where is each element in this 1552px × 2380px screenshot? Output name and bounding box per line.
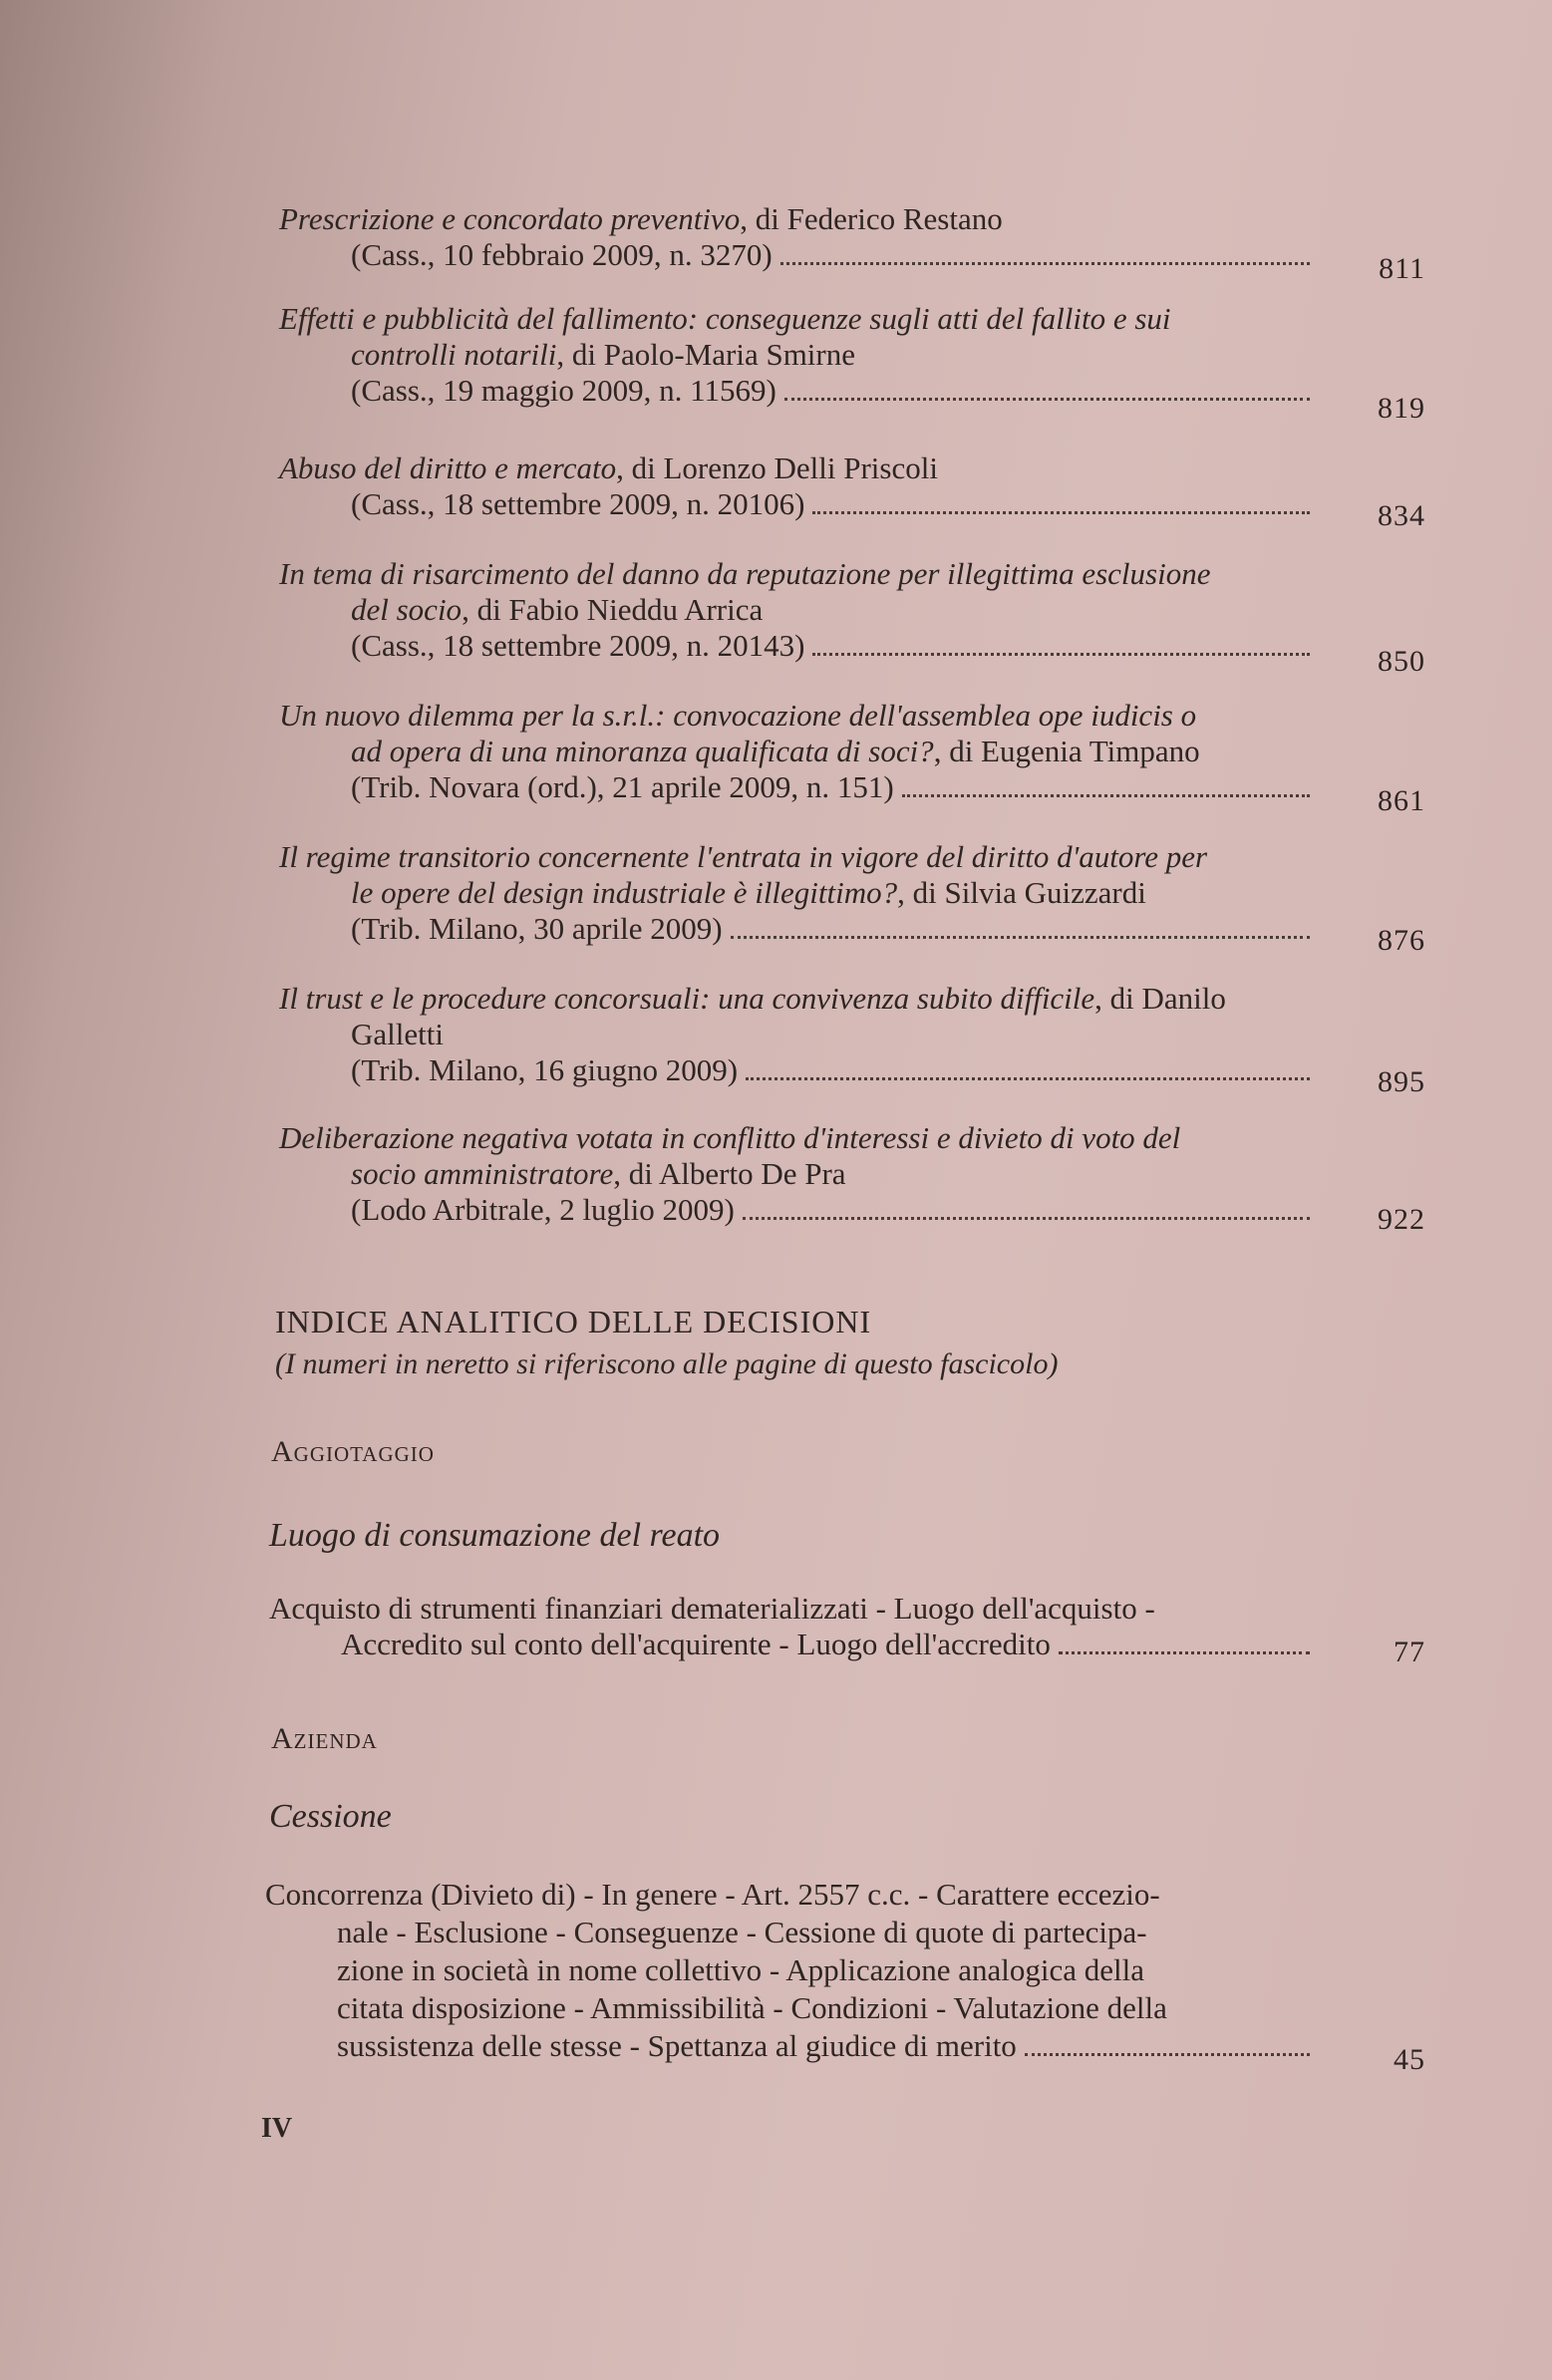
dot-leader <box>1025 2053 1310 2056</box>
index-entry-text: nale - Esclusione - Conseguenze - Cessione di quote di partecipa- <box>337 1915 1147 1949</box>
dot-leader <box>784 398 1310 401</box>
entry-title-continued: le opere del design industriale è illegittimo? <box>351 875 898 910</box>
dot-leader <box>812 653 1310 656</box>
dot-leader <box>780 262 1310 265</box>
entry-reference: (Lodo Arbitrale, 2 luglio 2009) <box>351 1192 735 1227</box>
toc-entry <box>279 698 1425 817</box>
index-category: Cessione <box>269 1798 392 1835</box>
page-folio: IV <box>261 2113 293 2144</box>
entry-page-number: 922 <box>1378 1203 1425 1236</box>
index-subtitle: (I numeri in neretto si riferiscono alle pagine di questo fascicolo) <box>275 1347 1059 1380</box>
entry-reference: (Cass., 19 maggio 2009, n. 11569) <box>351 373 776 408</box>
index-category: Luogo di consumazione del reato <box>269 1517 721 1554</box>
entry-author-continued: Galletti <box>351 1017 444 1051</box>
index-entry-page-number: 45 <box>1394 2043 1425 2076</box>
entry-author: , di Silvia Guizzardi <box>897 875 1146 910</box>
entry-title-continued: ad opera di una minoranza qualificata di soci? <box>351 734 934 768</box>
entry-reference: (Trib. Milano, 16 giugno 2009) <box>351 1052 739 1087</box>
index-entry-text: zione in società in nome collettivo - Applicazione analogica della <box>337 1952 1145 1987</box>
index-entry <box>269 1591 1425 1668</box>
entry-reference: (Cass., 18 settembre 2009, n. 20143) <box>351 628 805 663</box>
index-entry-text: Accredito sul conto dell'acquirente - Luogo dell'accredito <box>341 1627 1051 1661</box>
dot-leader <box>902 794 1310 797</box>
entry-title: Il trust e le procedure concorsuali: una convivenza subito difficile <box>279 981 1095 1016</box>
index-entry-page-number: 77 <box>1394 1636 1425 1668</box>
toc-entry <box>279 450 1425 532</box>
index-section-title: Aggiotaggio <box>271 1435 435 1468</box>
entry-title: Prescrizione e concordato preventivo <box>279 201 741 236</box>
toc-entry <box>279 839 1425 957</box>
entry-page-number: 819 <box>1378 392 1425 425</box>
entry-page-number: 876 <box>1378 924 1425 957</box>
entry-author: , di Federico Restano <box>740 201 1003 236</box>
dot-leader <box>743 1217 1310 1220</box>
entry-title: Un nuovo dilemma per la s.r.l.: convocazione dell'assemblea ope iudicis o <box>279 698 1197 733</box>
entry-title-continued: socio amministratore <box>351 1156 614 1191</box>
dot-leader <box>746 1077 1310 1080</box>
index-entry <box>265 1876 1425 2076</box>
entry-author: , di Alberto De Pra <box>613 1156 846 1191</box>
entry-title: In tema di risarcimento del danno da reputazione per illegittima esclusione <box>279 556 1211 591</box>
dot-leader <box>731 936 1310 939</box>
entry-author: , di Danilo <box>1094 981 1226 1016</box>
toc-entry <box>279 981 1425 1098</box>
index-entry-text: Concorrenza (Divieto di) - In genere - Art. 2557 c.c. - Carattere eccezio- <box>265 1877 1160 1912</box>
entry-reference: (Cass., 18 settembre 2009, n. 20106) <box>351 486 805 521</box>
toc-entry <box>279 301 1425 425</box>
entry-author: , di Eugenia Timpano <box>933 734 1200 768</box>
index-section-title: Azienda <box>271 1722 378 1755</box>
entry-page-number: 850 <box>1378 645 1425 678</box>
toc-entry <box>279 556 1425 678</box>
entry-title-continued: controlli notarili <box>351 337 557 372</box>
dot-leader <box>812 511 1310 514</box>
entry-reference: (Trib. Novara (ord.), 21 aprile 2009, n. 151) <box>351 769 894 804</box>
entry-title: Effetti e pubblicità del fallimento: conseguenze sugli atti del fallito e sui <box>279 301 1171 336</box>
dot-leader <box>1059 1651 1310 1654</box>
toc-entry <box>279 1120 1425 1236</box>
entry-page-number: 811 <box>1379 252 1425 285</box>
entry-author: , di Paolo-Maria Smirne <box>556 337 856 372</box>
entry-title: Deliberazione negativa votata in conflitto d'interessi e divieto di voto del <box>279 1120 1181 1155</box>
entry-title: Abuso del diritto e mercato <box>279 450 617 485</box>
index-heading: INDICE ANALITICO DELLE DECISIONI <box>275 1304 872 1339</box>
entry-page-number: 861 <box>1378 784 1425 817</box>
entry-title: Il regime transitorio concernente l'entrata in vigore del diritto d'autore per <box>279 839 1208 874</box>
entry-author: , di Fabio Nieddu Arrica <box>462 592 764 627</box>
entry-reference: (Trib. Milano, 30 aprile 2009) <box>351 911 723 946</box>
entry-title-continued: del socio <box>351 592 463 627</box>
entry-author: , di Lorenzo Delli Priscoli <box>616 450 938 485</box>
entry-reference: (Cass., 10 febbraio 2009, n. 3270) <box>351 237 773 272</box>
index-entry-text: sussistenza delle stesse - Spettanza al giudice di merito <box>337 2028 1017 2063</box>
toc-entry <box>279 201 1425 285</box>
entry-page-number: 834 <box>1378 499 1425 532</box>
entry-page-number: 895 <box>1378 1065 1425 1098</box>
index-entry-text: Acquisto di strumenti finanziari dematerializzati - Luogo dell'acquisto - <box>269 1591 1155 1626</box>
index-entry-text: citata disposizione - Ammissibilità - Condizioni - Valutazione della <box>337 1990 1167 2025</box>
